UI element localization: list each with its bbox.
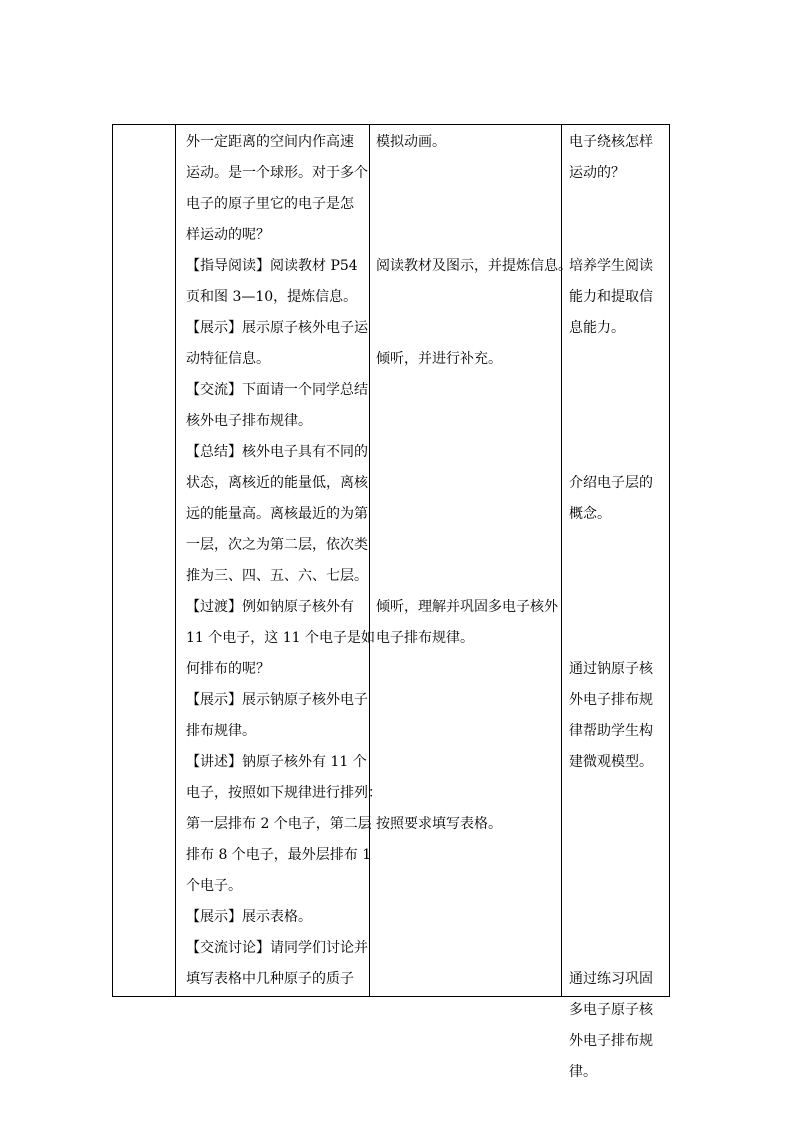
teacher-activity-line: 动特征信息。 bbox=[186, 351, 270, 367]
teacher-activity-line: 【交流讨论】请同学们讨论并 bbox=[186, 940, 368, 956]
teacher-activity-line: 电子，按照如下规律进行排列： bbox=[186, 785, 382, 801]
design-intent-line: 介绍电子层的 bbox=[569, 475, 653, 491]
design-intent-line: 息能力。 bbox=[569, 320, 625, 336]
teacher-activity-line: 【展示】展示原子核外电子运 bbox=[186, 320, 368, 336]
teacher-activity-line: 电子的原子里它的电子是怎 bbox=[186, 196, 354, 212]
teacher-activity-line: 排布规律。 bbox=[186, 723, 256, 739]
student-activity-line: 按照要求填写表格。 bbox=[376, 816, 502, 832]
teacher-activity-line: 远的能量高。离核最近的为第 bbox=[186, 506, 368, 522]
design-intent-line: 多电子原子核 bbox=[569, 1002, 653, 1018]
design-intent-line: 培养学生阅读 bbox=[569, 258, 653, 274]
student-activity-line: 阅读教材及图示，并提炼信息。 bbox=[376, 258, 572, 274]
teacher-activity-line: 【指导阅读】阅读教材 P54 bbox=[186, 258, 358, 274]
teacher-activity-line: 第一层排布 2 个电子，第二层 bbox=[186, 816, 372, 832]
design-intent-line: 通过钠原子核 bbox=[569, 661, 653, 677]
design-intent-line: 外电子排布规 bbox=[569, 1033, 653, 1049]
teacher-activity-line: 【展示】展示钠原子核外电子 bbox=[186, 692, 368, 708]
teacher-activity-line: 【总结】核外电子具有不同的 bbox=[186, 444, 368, 460]
teacher-activity-line: 外一定距离的空间内作高速 bbox=[186, 134, 354, 150]
design-intent-line: 通过练习巩固 bbox=[569, 971, 653, 987]
teacher-activity-line: 11 个电子，这 11 个电子是如 bbox=[186, 630, 375, 646]
teacher-activity-line: 推为三、四、五、六、七层。 bbox=[186, 568, 368, 584]
teacher-activity-line: 状态，离核近的能量低，离核 bbox=[186, 475, 368, 491]
teacher-activity-line: 【讲述】钠原子核外有 11 个 bbox=[186, 754, 367, 770]
teacher-activity-line: 【展示】展示表格。 bbox=[186, 909, 312, 925]
column-divider-2 bbox=[369, 125, 370, 996]
teacher-activity-line: 一层，次之为第二层，依次类 bbox=[186, 537, 368, 553]
teacher-activity-line: 排布 8 个电子，最外层排布 1 bbox=[186, 847, 372, 863]
design-intent-line: 电子绕核怎样 bbox=[569, 134, 653, 150]
design-intent-line: 运动的？ bbox=[569, 165, 625, 181]
teacher-activity-line: 样运动的呢？ bbox=[186, 227, 270, 243]
teacher-activity-line: 运动。是一个球形。对于多个 bbox=[186, 165, 368, 181]
student-activity-line: 倾听，理解并巩固多电子核外 bbox=[376, 599, 558, 615]
design-intent-line: 律。 bbox=[569, 1064, 597, 1080]
design-intent-line: 外电子排布规 bbox=[569, 692, 653, 708]
lesson-plan-table bbox=[112, 124, 670, 1080]
teacher-activity-line: 填写表格中几种原子的质子 bbox=[186, 971, 354, 987]
teacher-activity-line: 个电子。 bbox=[186, 878, 242, 894]
design-intent-line: 建微观模型。 bbox=[569, 754, 653, 770]
design-intent-line: 概念。 bbox=[569, 506, 611, 522]
student-activity-line: 倾听，并进行补充。 bbox=[376, 351, 502, 367]
teacher-activity-line: 核外电子排布规律。 bbox=[186, 413, 312, 429]
column-divider-1 bbox=[175, 125, 176, 996]
design-intent-line: 律帮助学生构 bbox=[569, 723, 653, 739]
teacher-activity-line: 页和图 3—10，提炼信息。 bbox=[186, 289, 358, 305]
teacher-activity-line: 【过渡】例如钠原子核外有 bbox=[186, 599, 354, 615]
student-activity-line: 模拟动画。 bbox=[376, 134, 446, 150]
teacher-activity-line: 【交流】下面请一个同学总结 bbox=[186, 382, 368, 398]
design-intent-line: 能力和提取信 bbox=[569, 289, 653, 305]
teacher-activity-line: 何排布的呢？ bbox=[186, 661, 270, 677]
student-activity-line: 电子排布规律。 bbox=[376, 630, 474, 646]
